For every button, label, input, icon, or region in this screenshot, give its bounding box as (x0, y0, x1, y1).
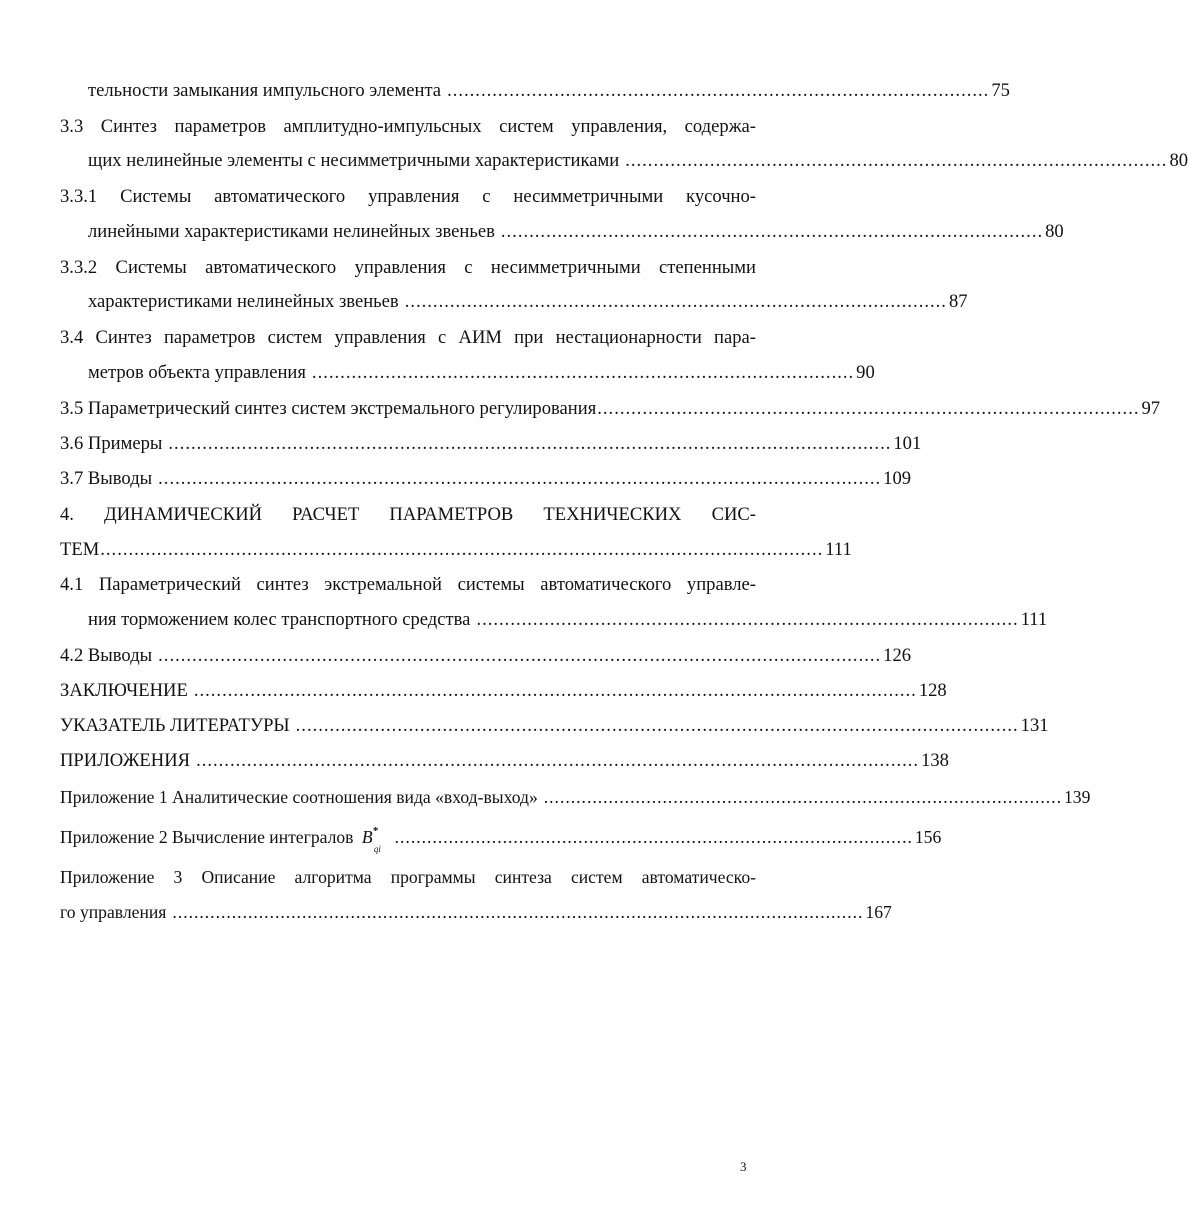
toc-line-21 (60, 785, 1091, 809)
toc-entry-title: линейными характеристиками нелинейных звеньев (88, 221, 495, 242)
toc-entry-page: 138 (921, 750, 949, 771)
toc-entry-page: 131 (1020, 715, 1049, 736)
page-number: 3 (740, 1159, 747, 1174)
toc-line-19 (60, 714, 1049, 738)
toc-entry-page: 75 (991, 80, 1010, 101)
toc-entry-title: ТЕМ (60, 539, 100, 560)
toc-entry-page: 101 (893, 433, 922, 454)
toc-line-15: 4.1 Параметрический синтез экстремальной системы автоматического управле- (60, 574, 756, 595)
toc-entry-page: 87 (948, 291, 968, 312)
toc-line-10 (60, 397, 1161, 421)
toc-entry-title: ния торможением колес транспортного средства (88, 609, 471, 630)
toc-line-2: 3.3 Синтез параметров амплитудно-импульсных систем управления, содержа- (60, 116, 756, 137)
toc-entry-page: 139 (1064, 787, 1091, 807)
toc-line-13: 4. ДИНАМИЧЕСКИЙ РАСЧЕТ ПАРАМЕТРОВ ТЕХНИЧЕСКИХ СИС- (60, 504, 756, 525)
integral-symbol-subscript: qi (373, 844, 381, 854)
toc-leader-dots: ................................................................................................ (394, 827, 913, 847)
toc-line-7 (88, 290, 968, 314)
toc-entry-title: Приложение 1 Аналитические соотношения вида «вход-выход» (60, 787, 538, 807)
toc-line-5 (88, 220, 1064, 244)
toc-line-6: 3.3.2 Системы автоматического управления с несимметричными степенными (60, 257, 756, 278)
integral-symbol (361, 825, 381, 854)
toc-entry-page: 109 (883, 468, 912, 489)
toc-line-1 (88, 79, 1010, 103)
toc-leader-dots: ................................................................................................ (543, 787, 1062, 807)
toc-leader-dots: ................................................................................................................................ (193, 680, 917, 701)
toc-entry-title: 3.6 Примеры (60, 433, 163, 454)
toc-line-22 (60, 825, 942, 854)
toc-line-8: 3.4 Синтез параметров систем управления с АИМ при нестационарности пара- (60, 327, 756, 348)
toc-leader-dots: ................................................................................................................................ (100, 539, 824, 560)
integral-symbol-superscript: * (372, 825, 379, 837)
toc-entry-title: характеристиками нелинейных звеньев (88, 291, 399, 312)
toc-entry-title-text: Приложение 2 Вычисление интегралов (60, 827, 354, 847)
toc-line-12 (60, 467, 912, 491)
toc-leader-dots: ................................................................................................................................ (172, 902, 864, 922)
toc-leader-dots: ................................................................................................ (597, 398, 1140, 419)
toc-line-14 (60, 538, 852, 562)
toc-entry-page: 90 (856, 362, 875, 383)
toc-line-18 (60, 679, 947, 703)
toc-leader-dots: ................................................................................................................................ (168, 433, 892, 454)
toc-leader-dots: ................................................................................................ (625, 150, 1168, 171)
toc-leader-dots: ................................................................................................ (500, 221, 1044, 242)
toc-line-20 (60, 749, 949, 773)
toc-line-11 (60, 432, 922, 456)
toc-leader-dots: ................................................................................................................................ (158, 468, 882, 489)
toc-leader-dots: ................................................................................................................................ (295, 715, 1019, 736)
integral-symbol-base: B (361, 827, 373, 847)
toc-leader-dots: ................................................................................................................................ (158, 645, 882, 666)
toc-entry-page: 80 (1169, 150, 1188, 171)
toc-entry-title: 3.7 Выводы (60, 468, 153, 489)
toc-entry-page: 126 (883, 645, 912, 666)
toc-entry-title: го управления (60, 902, 167, 922)
toc-line-23: Приложение 3 Описание алгоритма программы синтеза систем автоматическо- (60, 867, 756, 887)
toc-leader-dots: ................................................................................................ (447, 80, 990, 101)
toc-entry-title: метров объекта управления (88, 362, 306, 383)
toc-entry-title: 4.2 Выводы (60, 645, 153, 666)
toc-entry-title: ПРИЛОЖЕНИЯ (60, 750, 191, 771)
toc-entry-title (60, 825, 381, 854)
toc-entry-title: ЗАКЛЮЧЕНИЕ (60, 680, 188, 701)
toc-leader-dots: ................................................................................................................................ (196, 750, 920, 771)
toc-entry-page: 111 (825, 539, 852, 560)
toc-entry-title: щих нелинейные элементы с несимметричными характеристиками (88, 150, 620, 171)
toc-line-16 (88, 608, 1048, 632)
toc-entry-page: 111 (1020, 609, 1048, 630)
toc-entry-page: 97 (1141, 398, 1161, 419)
toc-line-24 (60, 900, 892, 924)
toc-line-17 (60, 644, 912, 668)
toc-leader-dots: ................................................................................................ (311, 362, 855, 383)
toc-entry-page: 128 (918, 680, 947, 701)
toc-leader-dots: ................................................................................................ (404, 291, 947, 312)
toc-entry-title: тельности замыкания импульсного элемента (88, 80, 442, 101)
toc-line-4: 3.3.1 Системы автоматического управления с несимметричными кусочно- (60, 186, 756, 207)
toc-line-3 (88, 149, 1188, 173)
toc-entry-page: 80 (1045, 221, 1064, 242)
toc-entry-page: 156 (914, 827, 942, 847)
toc-entry-title: 3.5 Параметрический синтез систем экстремального регулирования (60, 398, 597, 419)
toc-leader-dots: ................................................................................................ (476, 609, 1019, 630)
toc-entry-page: 167 (865, 902, 892, 922)
toc-line-9 (88, 361, 875, 385)
toc-entry-title: УКАЗАТЕЛЬ ЛИТЕРАТУРЫ (60, 715, 290, 736)
